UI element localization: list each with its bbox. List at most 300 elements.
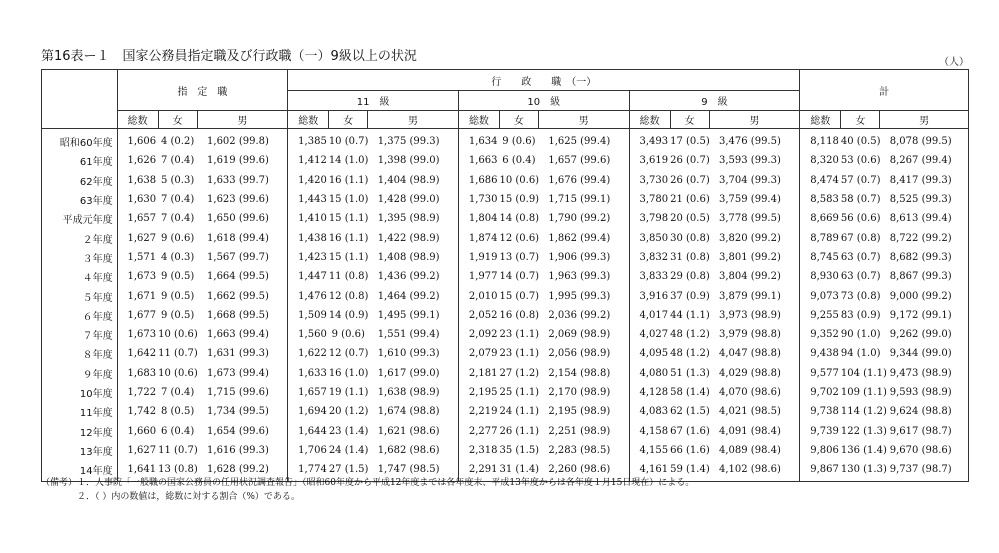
shitei-male-cell: 1,650 (99.6) <box>197 209 288 228</box>
grade11-total-cell: 1,694 <box>288 402 329 421</box>
grade11-female-cell: 12 (0.8) <box>328 290 369 302</box>
kei-total-cell: 8,930 <box>800 267 841 286</box>
grade11-female-cell: 15 (1.0) <box>328 194 369 206</box>
year-cell: 13年度 <box>42 441 118 460</box>
kei-total-cell: 8,789 <box>800 228 841 247</box>
grade9-total-cell: 3,780 <box>629 190 670 209</box>
kei-male-cell: 9,344 (99.0) <box>880 344 969 363</box>
table-row <box>42 441 969 460</box>
col-male: 男 <box>197 111 288 129</box>
shitei-male-cell: 1,618 (99.4) <box>197 228 288 247</box>
grade9-female-cell: 48 (1.2) <box>670 329 710 341</box>
grade11-female-cell: 14 (1.0) <box>328 155 369 167</box>
grade10-female-cell: 26 (1.1) <box>499 425 540 437</box>
grade10-female-cell: 23 (1.1) <box>499 348 540 360</box>
shitei-total-cell: 1,626 <box>117 151 158 170</box>
year-cell: 11年度 <box>42 402 118 421</box>
grade10-total-cell: 1,874 <box>458 228 499 247</box>
grade11-female-cell: 9 (0.6) <box>331 329 365 341</box>
grade11-male-cell: 1,436 (99.2) <box>368 267 459 286</box>
header-kei: 計 <box>800 70 969 111</box>
kei-total-cell: 9,739 <box>800 421 841 440</box>
grade9-total-cell: 3,832 <box>629 248 670 267</box>
grade11-male-cell: 1,495 (99.1) <box>368 306 459 325</box>
shitei-female-cell: 9 (0.5) <box>160 290 195 302</box>
grade11-total-cell: 1,443 <box>288 190 329 209</box>
grade9-female-cell: 30 (0.8) <box>670 232 710 244</box>
grade11-total-cell: 1,447 <box>288 267 329 286</box>
year-cell: ７年度 <box>42 325 118 344</box>
shitei-total-cell: 1,606 <box>117 129 158 152</box>
shitei-male-cell: 1,715 (99.6) <box>197 383 288 402</box>
grade11-female-cell: 16 (1.1) <box>328 232 369 244</box>
col-total: 総数 <box>458 111 499 129</box>
shitei-male-cell: 1,567 (99.7) <box>197 248 288 267</box>
grade10-total-cell: 2,052 <box>458 306 499 325</box>
grade10-male-cell: 1,963 (99.3) <box>538 267 629 286</box>
col-total: 総数 <box>629 111 670 129</box>
grade11-total-cell: 1,560 <box>288 325 329 344</box>
grade10-male-cell: 2,036 (99.2) <box>538 306 629 325</box>
grade9-female-cell: 66 (1.6) <box>670 444 710 456</box>
year-cell: 14年度 <box>42 460 118 482</box>
kei-total-cell: 8,583 <box>800 190 841 209</box>
note-1-text: １．人事院「一般職の国家公務員の任用状況調査報告」（昭和60年度から平成12年度までは各年度末、平成13年度からは各年度１月15日現在）による。 <box>77 478 695 488</box>
shitei-total-cell: 1,671 <box>117 286 158 305</box>
grade11-total-cell: 1,509 <box>288 306 329 325</box>
grade9-male-cell: 3,820 (99.2) <box>709 228 800 247</box>
kei-male-cell: 9,737 (98.7) <box>880 460 969 482</box>
grade9-male-cell: 3,879 (99.1) <box>709 286 800 305</box>
grade10-total-cell: 2,010 <box>458 286 499 305</box>
grade10-female-cell: 16 (0.8) <box>499 309 540 321</box>
grade10-male-cell: 2,056 (98.9) <box>538 344 629 363</box>
grade10-female-cell: 6 (0.4) <box>502 155 536 167</box>
shitei-total-cell: 1,660 <box>117 421 158 440</box>
kei-total-cell: 9,073 <box>800 286 841 305</box>
grade10-total-cell: 1,663 <box>458 151 499 170</box>
shitei-male-cell: 1,654 (99.6) <box>197 421 288 440</box>
col-female: 女 <box>158 111 197 129</box>
grade9-female-cell: 20 (0.5) <box>670 213 710 225</box>
shitei-male-cell: 1,662 (99.5) <box>197 286 288 305</box>
grade9-male-cell: 4,091 (98.4) <box>709 421 800 440</box>
grade10-total-cell: 2,079 <box>458 344 499 363</box>
grade9-male-cell: 3,778 (99.5) <box>709 209 800 228</box>
kei-male-cell: 8,525 (99.3) <box>880 190 969 209</box>
kei-female-cell: 90 (1.0) <box>840 329 881 341</box>
grade9-male-cell: 3,979 (98.8) <box>709 325 800 344</box>
kei-male-cell: 8,613 (99.4) <box>880 209 969 228</box>
grade10-total-cell: 1,919 <box>458 248 499 267</box>
grade10-male-cell: 1,906 (99.3) <box>538 248 629 267</box>
grade10-total-cell: 2,219 <box>458 402 499 421</box>
table-row <box>42 129 969 152</box>
kei-total-cell: 8,320 <box>800 151 841 170</box>
shitei-male-cell: 1,664 (99.5) <box>197 267 288 286</box>
year-cell: 62年度 <box>42 171 118 190</box>
grade9-male-cell: 3,801 (99.2) <box>709 248 800 267</box>
year-cell: 10年度 <box>42 383 118 402</box>
grade9-female-cell: 29 (0.8) <box>670 271 710 283</box>
grade9-female-cell: 62 (1.5) <box>670 406 710 418</box>
kei-male-cell: 8,867 (99.3) <box>880 267 969 286</box>
table-row <box>42 209 969 228</box>
kei-total-cell: 9,255 <box>800 306 841 325</box>
grade9-female-cell: 37 (0.9) <box>670 290 710 302</box>
grade11-female-cell: 24 (1.4) <box>328 444 369 456</box>
grade10-female-cell: 31 (1.4) <box>499 460 538 482</box>
kei-total-cell: 9,738 <box>800 402 841 421</box>
grade10-male-cell: 1,715 (99.1) <box>538 190 629 209</box>
year-cell: ９年度 <box>42 364 118 383</box>
grade11-total-cell: 1,420 <box>288 171 329 190</box>
shitei-male-cell: 1,673 (99.4) <box>197 364 288 383</box>
grade11-total-cell: 1,385 <box>288 129 329 152</box>
kei-total-cell: 8,745 <box>800 248 841 267</box>
grade10-male-cell: 1,790 (99.2) <box>538 209 629 228</box>
kei-total-cell: 8,474 <box>800 171 841 190</box>
grade11-female-cell: 15 (1.1) <box>328 251 369 263</box>
table-row <box>42 248 969 267</box>
year-cell: 61年度 <box>42 151 118 170</box>
shitei-male-cell: 1,633 (99.7) <box>197 171 288 190</box>
shitei-total-cell: 1,722 <box>117 383 158 402</box>
shitei-female-cell: 7 (0.4) <box>160 194 195 206</box>
table-row <box>42 151 969 170</box>
col-total: 総数 <box>800 111 841 129</box>
grade10-male-cell: 2,195 (98.9) <box>538 402 629 421</box>
grade10-female-cell: 14 (0.7) <box>499 271 540 283</box>
kei-female-cell: 53 (0.6) <box>840 155 881 167</box>
shitei-female-cell: 8 (0.5) <box>160 406 195 418</box>
kei-male-cell: 9,000 (99.2) <box>880 286 969 305</box>
year-cell: 平成元年度 <box>42 209 118 228</box>
grade11-male-cell: 1,617 (99.0) <box>368 364 459 383</box>
kei-female-cell: 83 (0.9) <box>840 309 881 321</box>
shitei-total-cell: 1,683 <box>117 364 158 383</box>
shitei-female-cell: 4 (0.3) <box>160 251 195 263</box>
grade10-total-cell: 2,291 <box>458 460 499 482</box>
page-title: 第16表ー１ 国家公務員指定職及び行政職（一）9級以上の状況 <box>41 49 417 64</box>
kei-male-cell: 9,617 (98.7) <box>880 421 969 440</box>
year-cell: ２年度 <box>42 228 118 247</box>
kei-female-cell: 56 (0.6) <box>840 213 881 225</box>
kei-male-cell: 9,624 (98.8) <box>880 402 969 421</box>
grade11-male-cell: 1,404 (98.9) <box>368 171 459 190</box>
grade11-male-cell: 1,428 (99.0) <box>368 190 459 209</box>
kei-female-cell: 73 (0.8) <box>840 290 881 302</box>
grade10-male-cell: 2,154 (98.8) <box>538 364 629 383</box>
kei-male-cell: 9,172 (99.1) <box>880 306 969 325</box>
kei-male-cell: 8,078 (99.5) <box>880 129 969 152</box>
year-cell: ３年度 <box>42 248 118 267</box>
grade10-total-cell: 1,686 <box>458 171 499 190</box>
grade9-total-cell: 4,027 <box>629 325 670 344</box>
grade11-male-cell: 1,610 (99.3) <box>368 344 459 363</box>
kei-total-cell: 9,702 <box>800 383 841 402</box>
grade9-male-cell: 3,704 (99.3) <box>709 171 800 190</box>
grade9-female-cell: 58 (1.4) <box>670 387 710 398</box>
grade10-total-cell: 2,277 <box>458 421 499 440</box>
shitei-male-cell: 1,668 (99.5) <box>197 306 288 325</box>
grade10-total-cell: 1,634 <box>458 129 499 152</box>
grade9-male-cell: 4,029 (98.8) <box>709 364 800 383</box>
grade10-female-cell: 15 (0.9) <box>499 194 540 206</box>
grade10-male-cell: 1,625 (99.4) <box>538 129 629 152</box>
grade10-total-cell: 2,318 <box>458 441 499 460</box>
header-grade-11: 11 級 <box>288 91 459 111</box>
grade10-female-cell: 27 (1.2) <box>499 367 540 379</box>
shitei-male-cell: 1,623 (99.6) <box>197 190 288 209</box>
grade9-female-cell: 44 (1.1) <box>670 309 710 321</box>
kei-female-cell: 63 (0.7) <box>840 271 881 283</box>
grade9-total-cell: 4,158 <box>629 421 670 440</box>
grade9-female-cell: 26 (0.7) <box>670 155 710 167</box>
col-total: 総数 <box>288 111 329 129</box>
grade9-female-cell: 21 (0.6) <box>670 194 710 206</box>
grade10-male-cell: 1,676 (99.4) <box>538 171 629 190</box>
grade10-male-cell: 2,170 (98.9) <box>538 383 629 402</box>
grade9-total-cell: 3,798 <box>629 209 670 228</box>
grade11-female-cell: 15 (1.1) <box>328 213 369 225</box>
grade11-female-cell: 20 (1.2) <box>328 406 369 418</box>
table-row <box>42 190 969 209</box>
grade10-total-cell: 1,730 <box>458 190 499 209</box>
grade9-total-cell: 4,128 <box>629 383 670 402</box>
grade11-total-cell: 1,706 <box>288 441 329 460</box>
grade9-male-cell: 3,593 (99.3) <box>709 151 800 170</box>
shitei-female-cell: 6 (0.4) <box>160 425 195 437</box>
kei-female-cell: 58 (0.7) <box>840 194 881 206</box>
grade11-total-cell: 1,412 <box>288 151 329 170</box>
year-cell: 12年度 <box>42 421 118 440</box>
table-row <box>42 306 969 325</box>
grade10-male-cell: 2,069 (98.9) <box>538 325 629 344</box>
kei-female-cell: 40 (0.5) <box>840 136 881 148</box>
grade11-female-cell: 12 (0.7) <box>328 348 369 360</box>
grade9-total-cell: 3,619 <box>629 151 670 170</box>
grade10-total-cell: 1,804 <box>458 209 499 228</box>
shitei-female-cell: 9 (0.5) <box>160 309 195 321</box>
grade11-total-cell: 1,622 <box>288 344 329 363</box>
grade11-male-cell: 1,551 (99.4) <box>368 325 459 344</box>
col-total: 総数 <box>117 111 158 129</box>
grade11-total-cell: 1,644 <box>288 421 329 440</box>
grade10-male-cell: 2,251 (98.9) <box>538 421 629 440</box>
grade11-male-cell: 1,398 (99.0) <box>368 151 459 170</box>
grade10-female-cell: 35 (1.5) <box>499 444 540 456</box>
grade10-female-cell: 24 (1.1) <box>499 406 540 418</box>
shitei-total-cell: 1,657 <box>117 209 158 228</box>
table-row <box>42 383 969 402</box>
shitei-total-cell: 1,642 <box>117 344 158 363</box>
shitei-total-cell: 1,673 <box>117 267 158 286</box>
grade10-total-cell: 1,977 <box>458 267 499 286</box>
grade11-female-cell: 23 (1.4) <box>328 425 369 437</box>
shitei-female-cell: 5 (0.3) <box>160 174 195 186</box>
unit-label: （人） <box>939 57 969 68</box>
grade9-male-cell: 4,047 (98.8) <box>709 344 800 363</box>
year-cell: ５年度 <box>42 286 118 305</box>
grade10-total-cell: 2,181 <box>458 364 499 383</box>
shitei-female-cell: 13 (0.8) <box>158 460 197 482</box>
grade11-female-cell: 16 (1.1) <box>328 174 369 186</box>
grade9-total-cell: 3,730 <box>629 171 670 190</box>
grade10-female-cell: 10 (0.6) <box>499 174 540 186</box>
kei-female-cell: 136 (1.4) <box>840 444 887 456</box>
note-2: ２．（ ）内の数値は，総数に対する割合（%）である。 <box>77 492 300 502</box>
kei-total-cell: 9,577 <box>800 364 841 383</box>
kei-female-cell: 67 (0.8) <box>840 232 881 244</box>
year-cell: ４年度 <box>42 267 118 286</box>
grade9-male-cell: 4,102 (98.6) <box>709 460 800 482</box>
grade11-male-cell: 1,674 (98.8) <box>368 402 459 421</box>
kei-total-cell: 8,669 <box>800 209 841 228</box>
shitei-female-cell: 4 (0.2) <box>160 136 195 148</box>
shitei-total-cell: 1,641 <box>117 460 158 482</box>
grade11-female-cell: 27 (1.5) <box>329 460 368 482</box>
kei-female-cell: 122 (1.3) <box>840 425 887 437</box>
shitei-female-cell: 10 (0.6) <box>158 329 198 341</box>
kei-male-cell: 8,682 (99.3) <box>880 248 969 267</box>
kei-total-cell: 9,438 <box>800 344 841 363</box>
shitei-total-cell: 1,677 <box>117 306 158 325</box>
grade11-male-cell: 1,621 (98.6) <box>368 421 459 440</box>
kei-male-cell: 8,267 (99.4) <box>880 151 969 170</box>
grade11-female-cell: 14 (0.9) <box>328 309 369 321</box>
kei-total-cell: 9,352 <box>800 325 841 344</box>
grade9-female-cell: 67 (1.6) <box>670 425 710 437</box>
grade10-female-cell: 9 (0.6) <box>502 136 536 148</box>
shitei-male-cell: 1,602 (99.8) <box>197 129 288 152</box>
shitei-female-cell: 7 (0.4) <box>160 387 195 398</box>
kei-total-cell: 9,806 <box>800 441 841 460</box>
kei-total-cell: 8,118 <box>800 129 841 152</box>
col-male: 男 <box>880 111 969 129</box>
grade11-total-cell: 1,633 <box>288 364 329 383</box>
grade10-male-cell: 2,260 (98.6) <box>538 460 629 482</box>
shitei-female-cell: 7 (0.4) <box>160 155 195 167</box>
col-male: 男 <box>709 111 800 129</box>
shitei-male-cell: 1,663 (99.4) <box>197 325 288 344</box>
grade11-male-cell: 1,464 (99.2) <box>368 286 459 305</box>
grade10-total-cell: 2,092 <box>458 325 499 344</box>
kei-female-cell: 94 (1.0) <box>840 348 881 360</box>
grade9-female-cell: 51 (1.3) <box>670 367 710 379</box>
notes-label: （備考） <box>41 478 78 488</box>
table-row <box>42 421 969 440</box>
grade11-male-cell: 1,682 (98.6) <box>368 441 459 460</box>
header-gyosei: 行 政 職 （一） <box>288 70 800 91</box>
table-row <box>42 364 969 383</box>
shitei-female-cell: 10 (0.6) <box>158 367 198 379</box>
grade9-total-cell: 4,155 <box>629 441 670 460</box>
shitei-total-cell: 1,630 <box>117 190 158 209</box>
grade11-male-cell: 1,408 (98.9) <box>368 248 459 267</box>
shitei-total-cell: 1,638 <box>117 171 158 190</box>
shitei-total-cell: 1,673 <box>117 325 158 344</box>
shitei-female-cell: 7 (0.4) <box>160 213 195 225</box>
shitei-female-cell: 11 (0.7) <box>158 444 198 456</box>
grade11-total-cell: 1,476 <box>288 286 329 305</box>
shitei-total-cell: 1,571 <box>117 248 158 267</box>
year-cell: ６年度 <box>42 306 118 325</box>
header-grade-9: 9 級 <box>629 91 800 111</box>
shitei-male-cell: 1,616 (99.3) <box>197 441 288 460</box>
grade9-female-cell: 26 (0.7) <box>670 174 710 186</box>
grade9-total-cell: 3,833 <box>629 267 670 286</box>
grade9-female-cell: 59 (1.4) <box>670 460 709 482</box>
grade11-total-cell: 1,657 <box>288 383 329 402</box>
col-male: 男 <box>368 111 459 129</box>
notes <box>41 476 694 504</box>
table-body <box>42 129 969 482</box>
grade9-male-cell: 4,021 (98.5) <box>709 402 800 421</box>
grade9-male-cell: 4,089 (98.4) <box>709 441 800 460</box>
year-cell: 63年度 <box>42 190 118 209</box>
grade9-female-cell: 17 (0.5) <box>670 136 710 148</box>
grade10-female-cell: 15 (0.7) <box>499 290 540 302</box>
grade10-male-cell: 1,657 (99.6) <box>538 151 629 170</box>
kei-female-cell: 130 (1.3) <box>841 460 880 482</box>
grade9-total-cell: 3,850 <box>629 228 670 247</box>
grade9-female-cell: 48 (1.2) <box>670 348 710 360</box>
shitei-male-cell: 1,631 (99.3) <box>197 344 288 363</box>
kei-female-cell: 63 (0.7) <box>840 251 881 263</box>
grade10-male-cell: 1,862 (99.4) <box>538 228 629 247</box>
col-male: 男 <box>538 111 629 129</box>
kei-male-cell: 8,722 (99.2) <box>880 228 969 247</box>
grade11-total-cell: 1,423 <box>288 248 329 267</box>
shitei-female-cell: 9 (0.6) <box>160 232 195 244</box>
grade11-male-cell: 1,375 (99.3) <box>368 129 459 152</box>
kei-male-cell: 9,593 (98.9) <box>880 383 969 402</box>
grade9-total-cell: 4,080 <box>629 364 670 383</box>
grade11-female-cell: 11 (0.8) <box>328 271 369 283</box>
grade10-female-cell: 14 (0.8) <box>499 213 540 225</box>
shitei-total-cell: 1,742 <box>117 402 158 421</box>
grade9-male-cell: 3,804 (99.2) <box>709 267 800 286</box>
shitei-total-cell: 1,627 <box>117 228 158 247</box>
grade9-male-cell: 4,070 (98.6) <box>709 383 800 402</box>
table-row <box>42 286 969 305</box>
table-row <box>42 228 969 247</box>
grade11-total-cell: 1,774 <box>288 460 329 482</box>
kei-female-cell: 114 (1.2) <box>840 406 887 418</box>
kei-female-cell: 57 (0.7) <box>840 174 881 186</box>
grade11-female-cell: 19 (1.1) <box>328 387 369 398</box>
grade11-male-cell: 1,747 (98.5) <box>368 460 459 482</box>
grade10-total-cell: 2,195 <box>458 383 499 402</box>
grade11-total-cell: 1,438 <box>288 228 329 247</box>
col-female: 女 <box>841 111 880 129</box>
grade11-female-cell: 16 (1.0) <box>328 367 369 379</box>
header-grade-10: 10 級 <box>458 91 629 111</box>
shitei-female-cell: 11 (0.7) <box>158 348 198 360</box>
kei-female-cell: 104 (1.1) <box>840 367 887 379</box>
kei-male-cell: 9,473 (98.9) <box>880 364 969 383</box>
header-shitei: 指 定 職 <box>117 70 288 111</box>
grade9-male-cell: 3,973 (98.9) <box>709 306 800 325</box>
grade10-female-cell: 13 (0.7) <box>499 251 540 263</box>
grade9-total-cell: 4,017 <box>629 306 670 325</box>
col-female: 女 <box>670 111 709 129</box>
kei-total-cell: 9,867 <box>800 460 841 482</box>
col-female: 女 <box>329 111 368 129</box>
grade10-female-cell: 23 (1.1) <box>499 329 540 341</box>
grade10-female-cell: 12 (0.6) <box>499 232 540 244</box>
